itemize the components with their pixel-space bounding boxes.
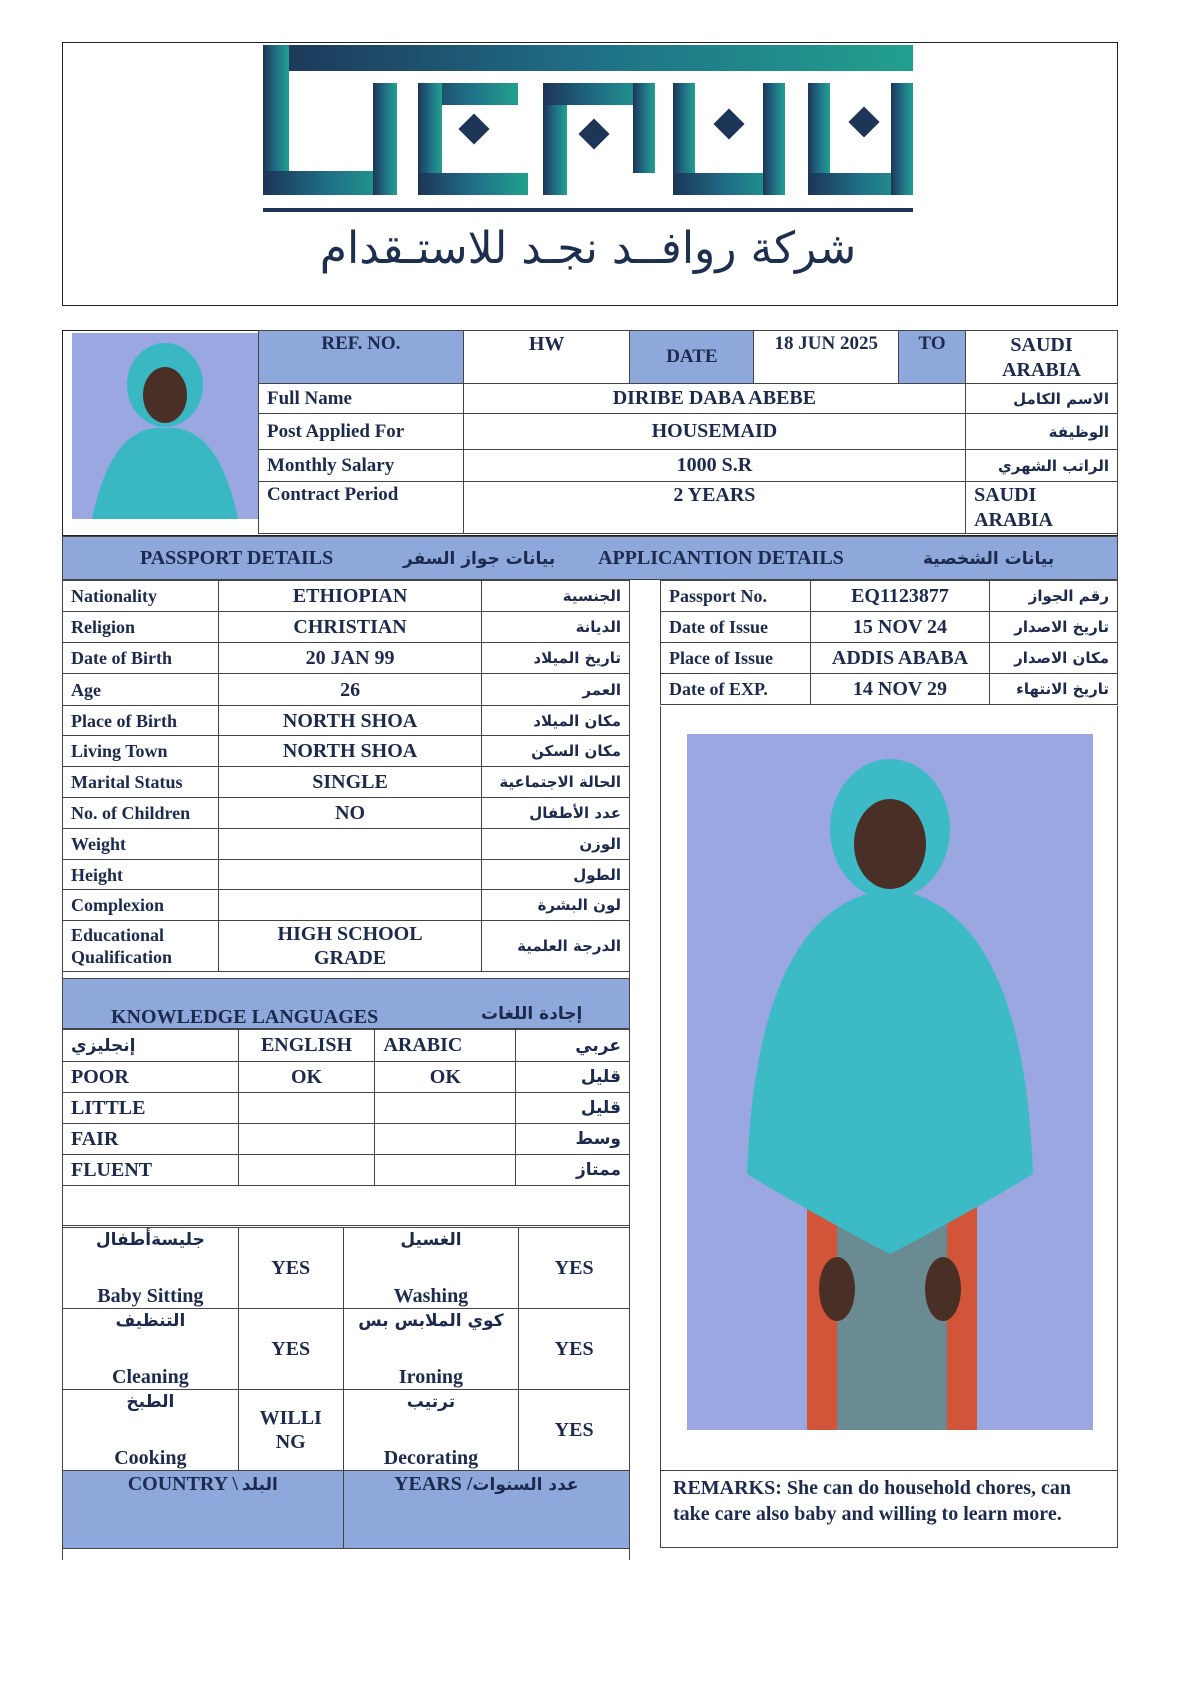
language-level: POOR <box>63 1062 239 1093</box>
salary-label: Monthly Salary <box>259 450 464 482</box>
language-arabic <box>375 1124 516 1155</box>
applicant-small-photo <box>72 333 258 519</box>
skill-b-cell <box>343 1228 519 1309</box>
passport-label: Date of EXP. <box>661 674 811 705</box>
skill-row <box>63 1228 630 1309</box>
contract-value: 2 YEARS <box>463 482 965 534</box>
skill-b-value: YES <box>519 1390 630 1471</box>
personal-row <box>63 674 630 706</box>
person-silhouette-icon <box>72 333 258 519</box>
skill-a-value: WILLI NG <box>238 1390 343 1471</box>
header-logo-box <box>62 42 1118 306</box>
personal-value <box>218 860 481 890</box>
skill-b-value: YES <box>519 1309 630 1390</box>
personal-label: Age <box>63 674 219 706</box>
personal-ar: الطول <box>482 860 630 890</box>
skill-b-ar: ترتيب <box>406 1392 456 1412</box>
personal-label: Height <box>63 860 219 890</box>
personal-ar: مكان الميلاد <box>482 706 630 736</box>
passport-row <box>661 581 1118 612</box>
skill-b-cell <box>343 1309 519 1390</box>
personal-row <box>63 643 630 674</box>
years-cell <box>343 1471 629 1549</box>
language-ar: وسط <box>516 1124 630 1155</box>
date-label: DATE <box>630 331 754 384</box>
personal-ar: لون البشرة <box>482 890 630 921</box>
personal-label: Nationality <box>63 581 219 612</box>
salary-ar: الراتب الشهري <box>966 450 1118 482</box>
language-row <box>63 1093 630 1124</box>
post-ar: الوظيفة <box>966 414 1118 450</box>
skill-b-ar: الغسيل <box>400 1230 462 1250</box>
experience-table <box>62 1470 630 1549</box>
personal-label: Educational Qualification <box>63 921 219 972</box>
personal-row <box>63 706 630 736</box>
language-row <box>63 1062 630 1093</box>
company-name-arabic: شركة روافــد نجـد للاستـقدام <box>319 223 857 274</box>
top-info-table <box>258 330 1118 534</box>
skill-row <box>63 1390 630 1471</box>
personal-value: CHRISTIAN <box>218 612 481 643</box>
skill-b-en: Ironing <box>398 1366 463 1388</box>
personal-value: 20 JAN 99 <box>218 643 481 674</box>
languages-table <box>62 1029 630 1226</box>
skill-a-ar: التنظيف <box>115 1311 186 1331</box>
to-label: TO <box>899 331 966 384</box>
contract-country: SAUDI ARABIA <box>966 482 1118 534</box>
language-english: OK <box>238 1062 375 1093</box>
country-cell <box>63 1471 344 1549</box>
language-level: FLUENT <box>63 1155 239 1186</box>
skills-table <box>62 1227 630 1471</box>
passport-value: EQ1123877 <box>810 581 990 612</box>
years-ar: عدد السنوات <box>472 1475 579 1495</box>
remarks-text: REMARKS: She can do household chores, can take care also baby and willing to learn more. <box>673 1477 1072 1525</box>
personal-row <box>63 829 630 860</box>
personal-value: NO <box>218 798 481 829</box>
personal-ar: الحالة الاجتماعية <box>482 767 630 798</box>
lang-arabic-header: ARABIC <box>375 1030 516 1062</box>
skill-b-cell <box>343 1390 519 1471</box>
languages-header <box>62 978 630 1029</box>
country-ar: البلد <box>241 1475 278 1495</box>
personal-ar: عدد الأطفال <box>482 798 630 829</box>
personal-ar: الوزن <box>482 829 630 860</box>
personal-row <box>63 736 630 767</box>
skill-a-value: YES <box>238 1309 343 1390</box>
post-label: Post Applied For <box>259 414 464 450</box>
full-name-label: Full Name <box>259 384 464 414</box>
personal-row <box>63 921 630 972</box>
personal-label: Living Town <box>63 736 219 767</box>
personal-value: 26 <box>218 674 481 706</box>
passport-row <box>661 612 1118 643</box>
language-ar: ممتاز <box>516 1155 630 1186</box>
languages-title: KNOWLEDGE LANGUAGES <box>111 1006 379 1028</box>
lang-ar-left: إنجليزي <box>63 1030 239 1062</box>
skill-a-ar: الطبخ <box>126 1392 175 1412</box>
post-value: HOUSEMAID <box>463 414 965 450</box>
skill-row <box>63 1309 630 1390</box>
personal-value <box>218 829 481 860</box>
language-arabic: OK <box>375 1062 516 1093</box>
passport-ar: تاريخ الانتهاء <box>990 674 1118 705</box>
country-label: COUNTRY \ <box>127 1473 238 1495</box>
skill-a-ar: جليسةأطفال <box>95 1230 205 1250</box>
personal-value: ETHIOPIAN <box>218 581 481 612</box>
personal-row <box>63 798 630 829</box>
passport-details-title: PASSPORT DETAILS <box>140 547 334 569</box>
language-row <box>63 1155 630 1186</box>
to-value: SAUDI ARABIA <box>966 331 1118 384</box>
passport-value: 15 NOV 24 <box>810 612 990 643</box>
passport-value: 14 NOV 29 <box>810 674 990 705</box>
language-level: FAIR <box>63 1124 239 1155</box>
personal-label: Place of Birth <box>63 706 219 736</box>
passport-details-ar: بيانات جواز السفر <box>403 549 556 569</box>
person-full-silhouette-icon <box>687 734 1093 1430</box>
skill-b-value: YES <box>519 1228 630 1309</box>
language-level: LITTLE <box>63 1093 239 1124</box>
personal-value: SINGLE <box>218 767 481 798</box>
section-header-bar <box>62 536 1118 580</box>
ref-value: HW <box>463 331 630 384</box>
personal-label: Complexion <box>63 890 219 921</box>
skill-a-cell <box>63 1228 239 1309</box>
personal-ar: مكان السكن <box>482 736 630 767</box>
personal-row <box>63 890 630 921</box>
language-row <box>63 1124 630 1155</box>
skill-a-value: YES <box>238 1228 343 1309</box>
personal-ar: الديانة <box>482 612 630 643</box>
passport-row <box>661 643 1118 674</box>
languages-title-ar: إجادة اللغات <box>481 1004 583 1024</box>
passport-ar: مكان الاصدار <box>990 643 1118 674</box>
personal-ar: الجنسية <box>482 581 630 612</box>
passport-value: ADDIS ABABA <box>810 643 990 674</box>
ref-label: REF. NO. <box>259 331 464 384</box>
personal-label: No. of Children <box>63 798 219 829</box>
application-details-ar: بيانات الشخصية <box>923 549 1055 569</box>
passport-table <box>660 580 1118 705</box>
personal-ar: العمر <box>482 674 630 706</box>
personal-row <box>63 767 630 798</box>
language-english <box>238 1124 375 1155</box>
full-name-ar: الاسم الكامل <box>966 384 1118 414</box>
personal-ar: الدرجة العلمية <box>482 921 630 972</box>
language-english <box>238 1093 375 1124</box>
applicant-full-photo <box>687 734 1093 1430</box>
skill-b-en: Decorating <box>383 1447 479 1469</box>
full-name-value: DIRIBE DABA ABEBE <box>463 384 965 414</box>
lang-ar-right: عربي <box>516 1030 630 1062</box>
languages-blank-row <box>63 1186 630 1226</box>
skill-a-en: Cleaning <box>112 1366 189 1388</box>
passport-label: Place of Issue <box>661 643 811 674</box>
personal-label: Religion <box>63 612 219 643</box>
personal-value <box>218 890 481 921</box>
personal-row <box>63 581 630 612</box>
company-logo <box>263 43 923 243</box>
skill-b-ar: كوي الملابس بس <box>358 1311 504 1331</box>
personal-label: Date of Birth <box>63 643 219 674</box>
salary-value: 1000 S.R <box>463 450 965 482</box>
personal-row <box>63 860 630 890</box>
date-value: 18 JUN 2025 <box>754 331 899 384</box>
passport-label: Date of Issue <box>661 612 811 643</box>
skill-a-cell <box>63 1390 239 1471</box>
personal-details-table <box>62 580 630 972</box>
passport-ar: رقم الجواز <box>990 581 1118 612</box>
personal-value: NORTH SHOA <box>218 706 481 736</box>
personal-label: Weight <box>63 829 219 860</box>
language-ar: قليل <box>516 1062 630 1093</box>
skill-a-cell <box>63 1309 239 1390</box>
personal-ar: تاريخ الميلاد <box>482 643 630 674</box>
language-english <box>238 1155 375 1186</box>
application-details-title: APPLICANTION DETAILS <box>598 547 844 569</box>
personal-label: Marital Status <box>63 767 219 798</box>
skill-a-en: Baby Sitting <box>97 1285 204 1307</box>
contract-label: Contract Period <box>259 482 464 534</box>
remarks-box <box>660 1470 1118 1548</box>
personal-value: HIGH SCHOOL GRADE <box>218 921 481 972</box>
years-label: YEARS / <box>394 1473 473 1495</box>
passport-row <box>661 674 1118 705</box>
skill-b-en: Washing <box>393 1285 469 1307</box>
language-ar: قليل <box>516 1093 630 1124</box>
language-arabic <box>375 1155 516 1186</box>
lang-english-header: ENGLISH <box>238 1030 375 1062</box>
personal-row <box>63 612 630 643</box>
skill-a-en: Cooking <box>114 1447 187 1469</box>
passport-label: Passport No. <box>661 581 811 612</box>
personal-value: NORTH SHOA <box>218 736 481 767</box>
language-arabic <box>375 1093 516 1124</box>
passport-ar: تاريخ الاصدار <box>990 612 1118 643</box>
